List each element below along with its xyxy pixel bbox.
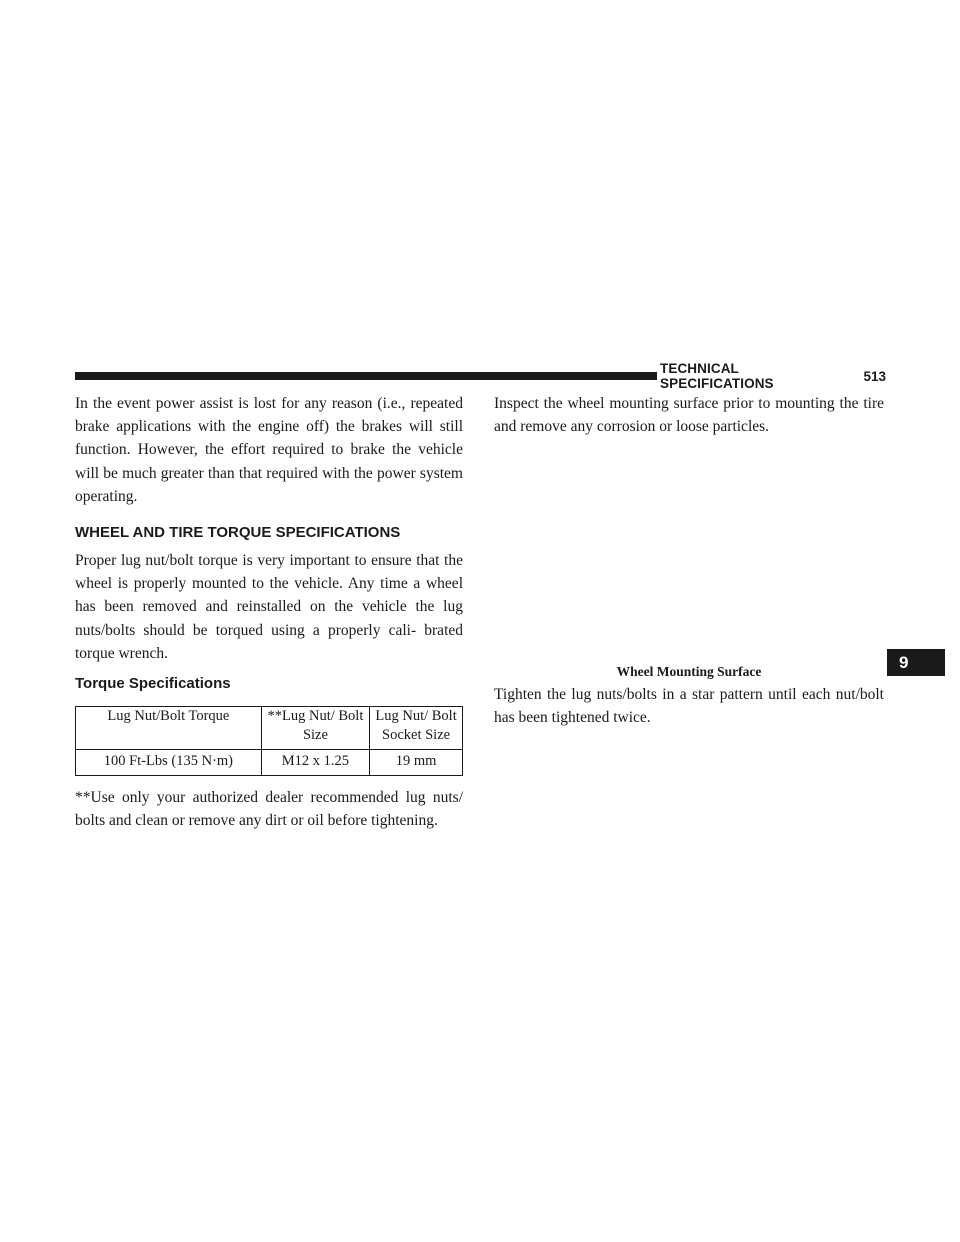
power-assist-paragraph: In the event power assist is lost for any reason (i.e., repeated brake applications with the engine off) the brakes will still function. However, the effort required to brake the vehicle will be much greater than that required with the power system operating. bbox=[75, 395, 463, 505]
subsection-heading: Torque Specifications bbox=[75, 675, 231, 693]
right-column-lower bbox=[494, 683, 884, 729]
tighten-paragraph: Tighten the lug nuts/bolts in a star pattern until each nut/bolt has been tightened twice. bbox=[494, 686, 884, 727]
right-column bbox=[494, 392, 884, 438]
header-rule bbox=[75, 372, 657, 380]
page-number: 513 bbox=[863, 368, 886, 384]
table-cell: 100 Ft-Lbs (135 N·m) bbox=[76, 750, 262, 776]
section-title: TECHNICAL SPECIFICATIONS bbox=[660, 361, 774, 391]
chapter-tab bbox=[887, 649, 945, 676]
inspect-paragraph: Inspect the wheel mounting surface prior to mounting the tire and remove any corrosion or loose particles. bbox=[494, 395, 884, 436]
footnote: **Use only your authorized dealer recommended lug nuts/ bolts and clean or remove any dirt or oil before tightening. bbox=[75, 789, 463, 830]
table-row bbox=[76, 750, 463, 776]
left-column bbox=[75, 392, 463, 832]
table-header: **Lug Nut/ Bolt Size bbox=[261, 707, 369, 750]
table-cell: M12 x 1.25 bbox=[261, 750, 369, 776]
torque-spec-table bbox=[75, 706, 463, 776]
table-header: Lug Nut/ Bolt Socket Size bbox=[370, 707, 463, 750]
torque-intro-paragraph: Proper lug nut/bolt torque is very important to ensure that the wheel is properly mounted to the vehicle. Any time a wheel has been removed and reinstalled on the vehicle the lug nuts/bolts should be torqued using a properly cali- brated torque wrench. bbox=[75, 552, 463, 662]
figure-image bbox=[494, 455, 884, 657]
page-header bbox=[660, 361, 886, 391]
table-header: Lug Nut/Bolt Torque bbox=[76, 707, 262, 750]
chapter-number: 9 bbox=[899, 652, 909, 672]
table-cell: 19 mm bbox=[370, 750, 463, 776]
figure-caption: Wheel Mounting Surface bbox=[616, 664, 762, 679]
section-heading: WHEEL AND TIRE TORQUE SPECIFICATIONS bbox=[75, 524, 401, 542]
